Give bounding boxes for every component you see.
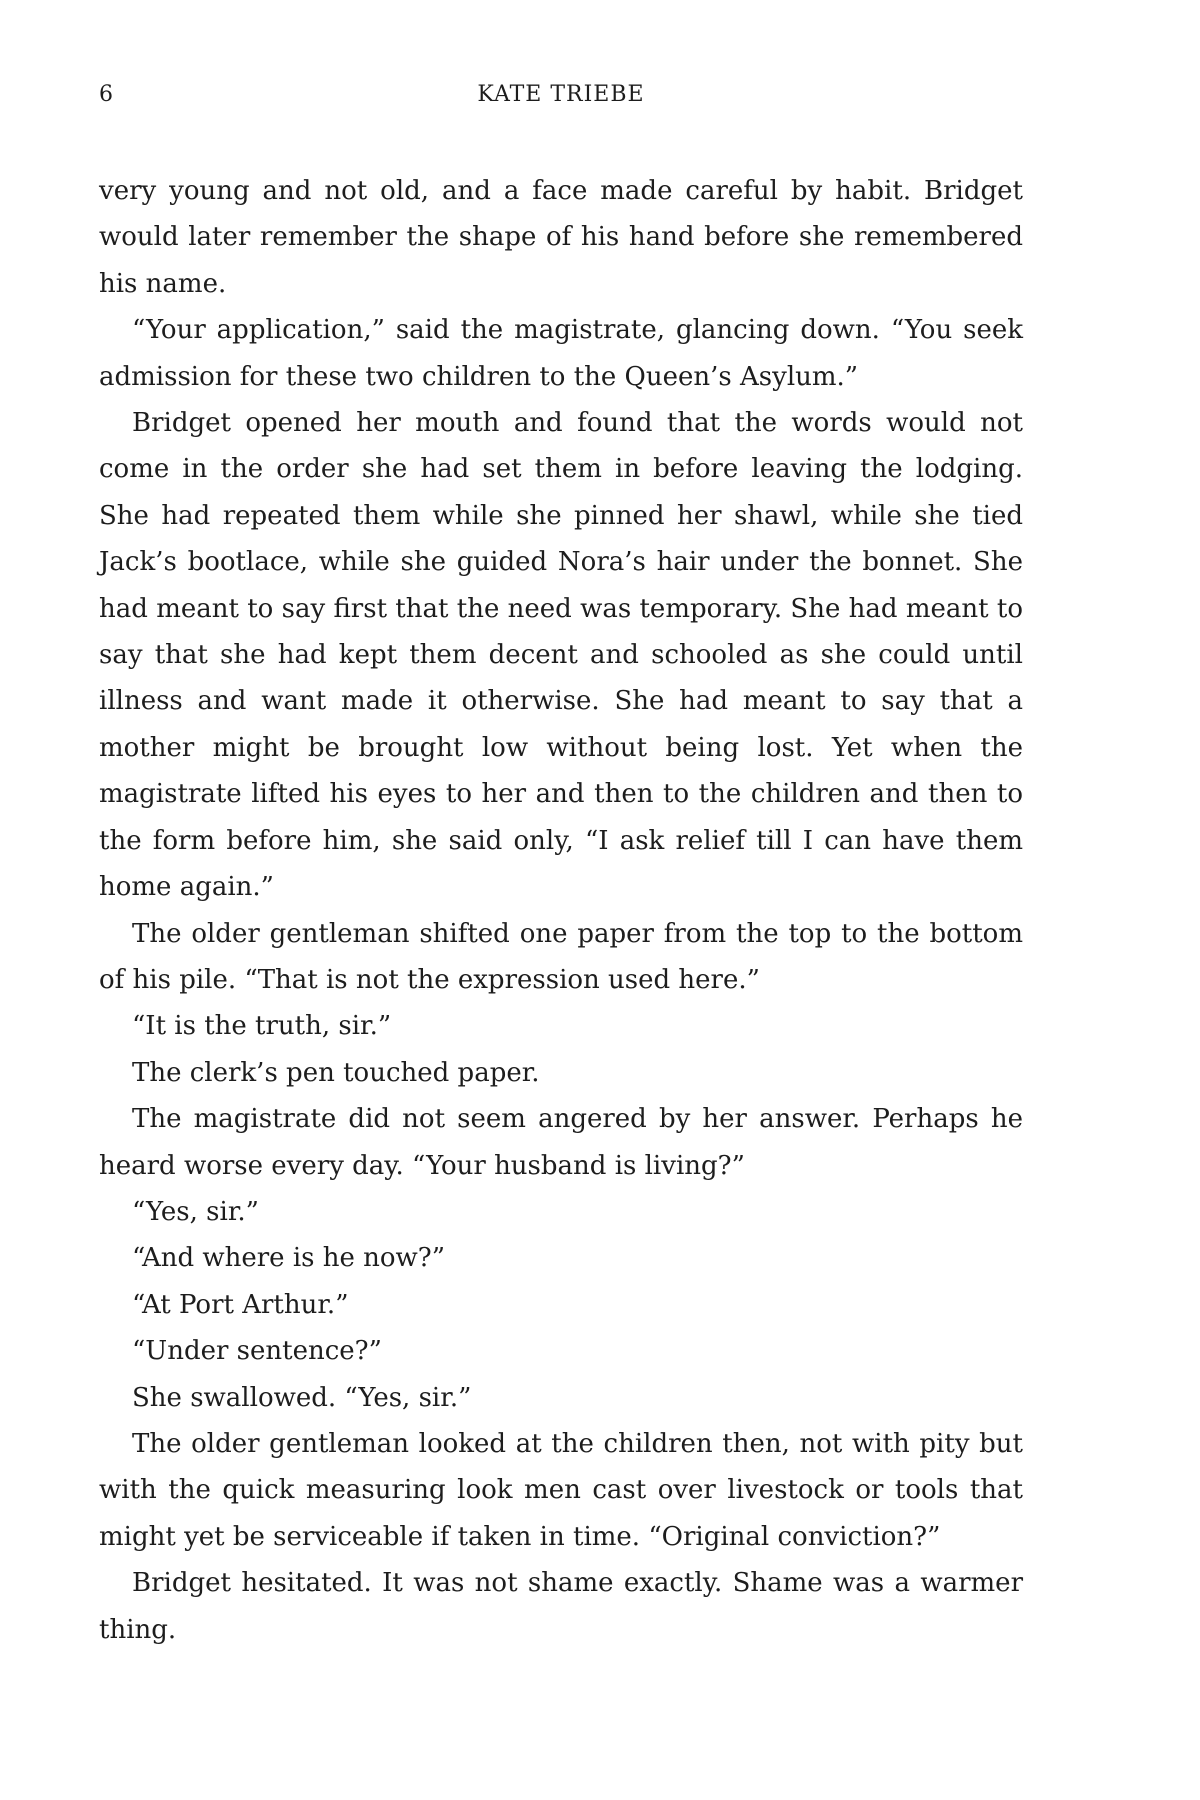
running-head-author: KATE TRIEBE: [477, 82, 645, 107]
paragraph: “Yes, sir.”: [132, 1196, 259, 1227]
paragraph: Bridget hesitated. It was not shame exactly. Shame was a warmer thing.: [99, 1568, 1023, 1645]
paragraph: The older gentleman shifted one paper from the top to the bottom of his pile. “That is not the expression used here.”: [99, 918, 1023, 995]
page-header: [99, 80, 1023, 110]
paragraph: “At Port Arthur.”: [132, 1289, 349, 1320]
paragraph: Bridget opened her mouth and found that the words would not come in the order she had set them in before leaving the lodging. She had repeated them while she pinned her shawl, while she tied Jack’s bootlace, while she guided Nora’s hair under the bonnet. She had meant to say first that the need was temporary. She had meant to say that she had kept them decent and schooled as she could until illness and want made it otherwise. She had meant to say that a mother might be brought low without being lost. Yet when the magistrate lifted his eyes to her and then to the children and then to the form before him, she said only, “I ask relief till I can have them home again.”: [99, 408, 1023, 903]
page-number: 6: [99, 82, 113, 107]
paragraph: “It is the truth, sir.”: [132, 1011, 392, 1042]
paragraph: “Your application,” said the magistrate, glancing down. “You seek admission for these two children to the Queen’s Asylum.”: [99, 315, 1023, 392]
paragraph: The clerk’s pen touched paper.: [132, 1057, 540, 1088]
paragraph: She swallowed. “Yes, sir.”: [132, 1382, 472, 1413]
paragraph: very young and not old, and a face made careful by habit. Bridget would later remember the shape of his hand before she remembered his name.: [99, 176, 1023, 299]
body-text: [99, 168, 1023, 1653]
paragraph: The magistrate did not seem angered by her answer. Perhaps he heard worse every day. “Your husband is living?”: [99, 1104, 1023, 1181]
paragraph: “Under sentence?”: [132, 1336, 382, 1367]
paragraph: “And where is he now?”: [132, 1243, 446, 1274]
paragraph: The older gentleman looked at the children then, not with pity but with the quick measuring look men cast over livestock or tools that might yet be serviceable if taken in time. “Original conviction?”: [99, 1428, 1023, 1552]
